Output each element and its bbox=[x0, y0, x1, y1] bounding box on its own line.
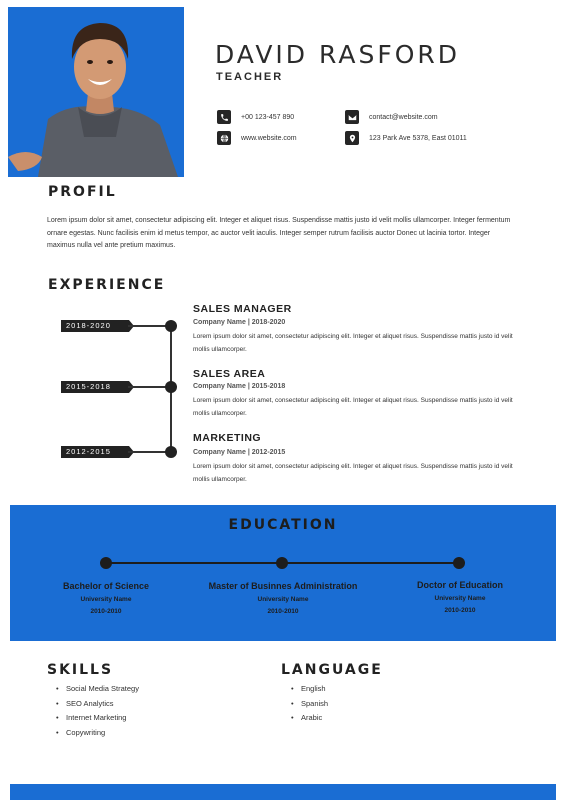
language-item: • Spanish bbox=[291, 699, 328, 714]
skills-list bbox=[56, 684, 139, 742]
timeline-connector bbox=[128, 451, 168, 453]
job-title: SALES MANAGER bbox=[193, 303, 292, 315]
timeline-connector bbox=[128, 325, 168, 327]
language-heading: LANGUAGE bbox=[281, 662, 383, 678]
education-years: 2010-2010 bbox=[444, 607, 476, 614]
education-university: University Name bbox=[434, 595, 486, 602]
contact-phone-text: +00 123-457 890 bbox=[241, 113, 295, 121]
experience-date-tag: 2012-2015 bbox=[61, 446, 129, 458]
education-dot bbox=[276, 557, 288, 569]
candidate-role: TEACHER bbox=[216, 71, 284, 83]
job-company: Company Name | 2015-2018 bbox=[193, 383, 286, 390]
timeline-dot bbox=[165, 320, 177, 332]
job-description: Lorem ipsum dolor sit amet, consectetur adipiscing elit. Integer et aliquet risus. Suspendisse mattis justo id velit mollis ullamcorper. bbox=[193, 333, 513, 353]
location-icon bbox=[345, 131, 359, 145]
person-photo-illustration bbox=[8, 7, 184, 177]
education-item bbox=[183, 581, 383, 615]
experience-date-tag: 2015-2018 bbox=[61, 381, 129, 393]
education-heading: EDUCATION bbox=[228, 517, 338, 533]
education-university: University Name bbox=[257, 596, 309, 603]
education-years: 2010-2010 bbox=[267, 608, 299, 615]
contact-phone bbox=[217, 110, 294, 124]
job-company: Company Name | 2018-2020 bbox=[193, 319, 286, 326]
language-item: • Arabic bbox=[291, 713, 328, 728]
skill-item: • SEO Analytics bbox=[56, 699, 139, 714]
contact-email-text: contact@website.com bbox=[369, 113, 438, 121]
job-description: Lorem ipsum dolor sit amet, consectetur adipiscing elit. Integer et aliquet risus. Suspendisse mattis justo id velit mollis ullamcorper. bbox=[193, 397, 513, 417]
timeline-connector bbox=[128, 386, 168, 388]
education-dot bbox=[100, 557, 112, 569]
contact-website bbox=[217, 131, 297, 145]
mail-icon bbox=[345, 110, 359, 124]
skill-item: • Copywriting bbox=[56, 728, 139, 743]
education-years: 2010-2010 bbox=[90, 608, 122, 615]
footer-bar bbox=[10, 784, 556, 800]
contact-website-text: www.website.com bbox=[241, 134, 297, 142]
education-degree: Bachelor of Science bbox=[62, 581, 150, 591]
education-degree: Master of Businnes Administration bbox=[208, 581, 358, 591]
job-description: Lorem ipsum dolor sit amet, consectetur adipiscing elit. Integer et aliquet risus. Suspendisse mattis justo id velit mollis ullamcorper. bbox=[193, 463, 513, 483]
profile-heading: PROFIL bbox=[48, 184, 117, 200]
job-company: Company Name | 2012-2015 bbox=[193, 449, 286, 456]
profile-text: Lorem ipsum dolor sit amet, consectetur adipiscing elit. Integer et aliquet risus. Suspendisse mattis justo id velit mollis ullamcorper. Integer fermentum ornare egestas. Nunc facilisis enim id metus tempor, ac auctor velit iaculis. Integer semper rutrum facilisis auctor Donec ut lacinia tortor. Integer maximus nulla vel ante pretium maximus. bbox=[47, 217, 511, 249]
phone-icon bbox=[217, 110, 231, 124]
language-item: • English bbox=[291, 684, 328, 699]
skill-item: • Social Media Strategy bbox=[56, 684, 139, 699]
education-degree: Doctor of Education bbox=[417, 580, 503, 590]
education-panel bbox=[10, 505, 556, 641]
skill-item: • Internet Marketing bbox=[56, 713, 139, 728]
job-title: MARKETING bbox=[193, 432, 262, 444]
education-dot bbox=[453, 557, 465, 569]
timeline-dot bbox=[165, 381, 177, 393]
language-list bbox=[291, 684, 328, 728]
candidate-name: DAVID RASFORD bbox=[215, 40, 460, 69]
contact-address-text: 123 Park Ave 5378, East 01011 bbox=[369, 134, 467, 142]
experience-heading: EXPERIENCE bbox=[48, 277, 166, 293]
contact-email bbox=[345, 110, 438, 124]
education-item bbox=[370, 580, 550, 614]
contact-address bbox=[345, 131, 467, 145]
job-title: SALES AREA bbox=[193, 368, 266, 380]
globe-icon bbox=[217, 131, 231, 145]
education-item bbox=[16, 581, 196, 615]
skills-heading: SKILLS bbox=[47, 662, 114, 678]
profile-photo bbox=[8, 7, 184, 177]
education-university: University Name bbox=[80, 596, 132, 603]
timeline-dot bbox=[165, 446, 177, 458]
experience-date-tag: 2018-2020 bbox=[61, 320, 129, 332]
